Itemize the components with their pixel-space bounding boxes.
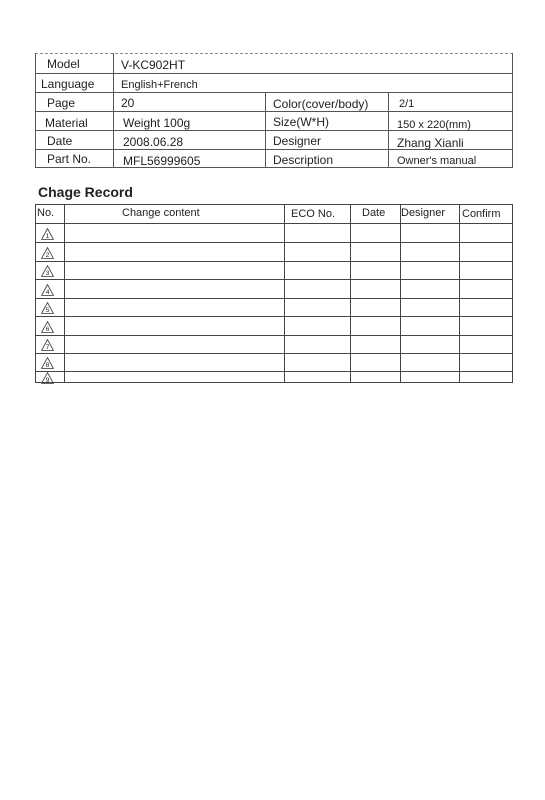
change-row-divider xyxy=(35,298,513,299)
header-no: No. xyxy=(37,207,55,219)
date-label: Date xyxy=(47,134,73,148)
revision-triangle-icon xyxy=(41,228,54,240)
designer-value: Zhang Xianli xyxy=(397,136,464,150)
date-value: 2008.06.28 xyxy=(123,135,184,149)
revision-triangle-icon xyxy=(41,265,54,277)
page-value: 20 xyxy=(121,96,135,110)
color-value: 2/1 xyxy=(399,98,415,110)
change-row-divider xyxy=(35,371,513,372)
change-row-divider xyxy=(35,223,513,224)
revision-triangle-icon xyxy=(41,302,54,314)
part-no-label: Part No. xyxy=(47,152,92,166)
spec-top-dashed-line xyxy=(35,53,513,54)
material-label: Material xyxy=(45,116,88,130)
change-col-divider xyxy=(284,204,285,383)
material-value: Weight 100g xyxy=(123,116,191,130)
language-value: English+French xyxy=(121,79,198,91)
change-table-top-line xyxy=(35,204,513,205)
spec-row-divider xyxy=(35,92,513,93)
header-eco-no: ECO No. xyxy=(291,208,336,220)
change-row-divider xyxy=(35,279,513,280)
revision-number: 8 xyxy=(45,362,50,369)
header-change-content: Change content xyxy=(122,207,200,219)
model-label: Model xyxy=(47,57,80,71)
change-record-title: Chage Record xyxy=(38,184,133,200)
model-value: V-KC902HT xyxy=(121,58,186,72)
spec-table xyxy=(35,53,513,168)
spec-col-divider xyxy=(512,53,513,168)
header-confirm: Confirm xyxy=(462,208,501,220)
color-label: Color(cover/body) xyxy=(273,97,369,111)
revision-triangle-icon xyxy=(41,284,54,296)
revision-number: 9 xyxy=(45,377,50,384)
change-record-table xyxy=(35,204,513,383)
size-value: 150 x 220(mm) xyxy=(397,119,471,131)
change-table-bottom-line xyxy=(35,382,513,383)
change-row-divider xyxy=(35,353,513,354)
page-label: Page xyxy=(47,96,76,110)
revision-number: 5 xyxy=(45,307,50,314)
part-no-value: MFL56999605 xyxy=(123,154,201,168)
change-row-divider xyxy=(35,261,513,262)
change-col-divider xyxy=(35,204,36,383)
change-row-divider xyxy=(35,242,513,243)
header-designer: Designer xyxy=(401,207,446,219)
revision-triangle-icon xyxy=(41,357,54,369)
revision-number: 3 xyxy=(45,270,50,277)
change-col-divider xyxy=(512,204,513,383)
revision-number: 2 xyxy=(45,252,50,259)
spec-col-divider xyxy=(388,92,389,168)
header-date: Date xyxy=(362,207,386,219)
spec-col-divider xyxy=(113,53,114,168)
revision-number: 6 xyxy=(45,326,50,333)
revision-number: 4 xyxy=(45,289,50,296)
description-label: Description xyxy=(273,153,334,167)
change-row-divider xyxy=(35,316,513,317)
revision-triangle-icon xyxy=(41,339,54,351)
size-label: Size(W*H) xyxy=(273,115,329,129)
change-col-divider xyxy=(459,204,460,383)
designer-label: Designer xyxy=(273,134,322,148)
revision-triangle-icon xyxy=(41,321,54,333)
spec-row-divider xyxy=(35,73,513,74)
change-col-divider xyxy=(350,204,351,383)
revision-number: 1 xyxy=(45,233,50,240)
spec-col-divider xyxy=(265,92,266,168)
spec-col-divider xyxy=(35,53,36,168)
change-col-divider xyxy=(400,204,401,383)
change-col-divider xyxy=(64,204,65,383)
revision-number: 7 xyxy=(45,344,50,351)
change-row-divider xyxy=(35,335,513,336)
language-label: Language xyxy=(41,77,95,91)
revision-triangle-icon xyxy=(41,247,54,259)
spec-row-divider xyxy=(35,111,513,112)
description-value: Owner's manual xyxy=(397,155,477,167)
revision-triangle-icon xyxy=(41,372,54,384)
